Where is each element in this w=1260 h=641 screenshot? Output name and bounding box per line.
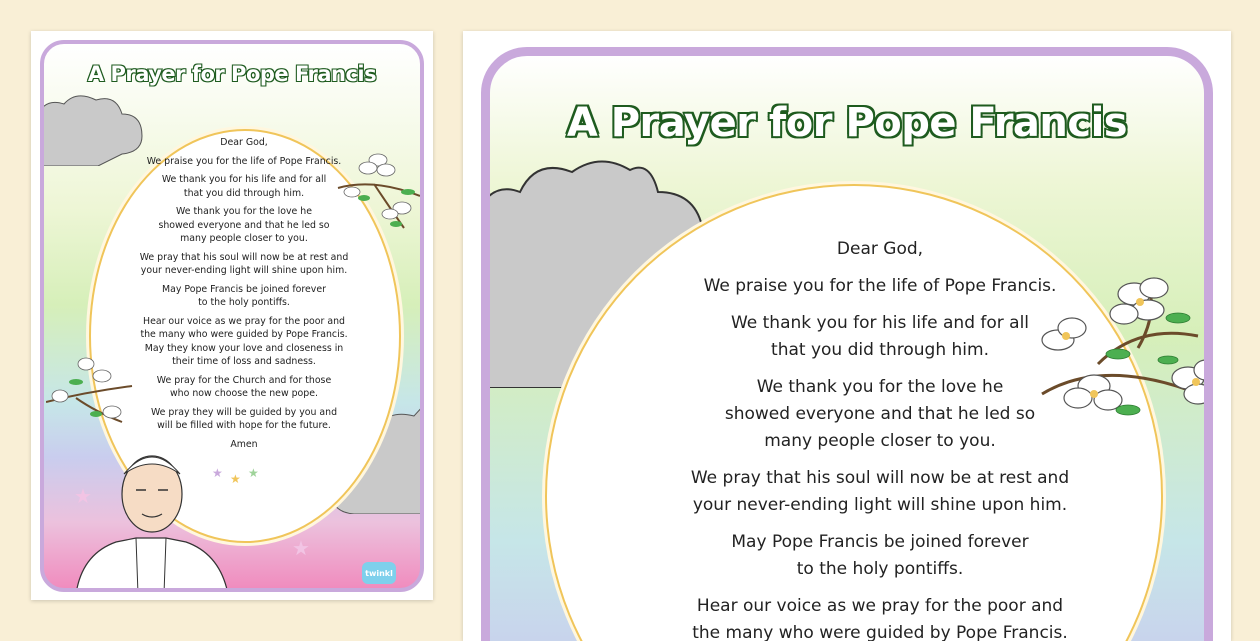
star-icon: ★ xyxy=(212,466,223,480)
star-icon: ★ xyxy=(74,484,92,508)
star-icon: ★ xyxy=(230,472,241,486)
prayer-stanza xyxy=(124,406,364,433)
prayer-line: that you did through him. xyxy=(771,340,989,360)
prayer-line: We thank you for his life and for all xyxy=(730,313,1030,333)
prayer-line: We pray they will be guided by you and xyxy=(150,406,338,418)
prayer-line: We thank you for the love he xyxy=(756,377,1004,397)
prayer-line: We praise you for the life of Pope Francis. xyxy=(703,276,1057,296)
prayer-line: showed everyone and that he led so xyxy=(724,404,1036,424)
prayer-line: that you did through him. xyxy=(183,187,305,199)
prayer-line: who now choose the new pope. xyxy=(170,388,318,399)
prayer-line: We thank you for his life and for all xyxy=(161,174,327,185)
prayer-stanza xyxy=(124,374,364,401)
prayer-line: your never-ending light will shine upon him. xyxy=(140,265,348,276)
prayer-line: We pray that his soul will now be at rest and xyxy=(139,251,349,263)
prayer-line: May they know your love and closeness in xyxy=(144,342,344,354)
prayer-line: the many who were guided by Pope Francis. xyxy=(692,623,1068,641)
prayer-stanza xyxy=(124,205,364,246)
poster-zoom[interactable] xyxy=(463,31,1231,641)
prayer-line: We thank you for the love he xyxy=(176,206,312,217)
poster-thumbnail[interactable] xyxy=(31,31,433,600)
poster-frame xyxy=(481,47,1213,641)
prayer-line: Hear our voice as we pray for the poor and xyxy=(143,315,345,327)
prayer-stanza xyxy=(650,465,1110,519)
star-icon: ★ xyxy=(248,466,259,480)
prayer-line: to the holy pontiffs. xyxy=(198,297,290,308)
prayer-line: Hear our voice as we pray for the poor and xyxy=(696,596,1064,616)
prayer-stanza xyxy=(124,173,364,200)
prayer-line: the many who were guided by Pope Francis. xyxy=(140,329,348,340)
prayer-line: their time of loss and sadness. xyxy=(172,356,316,367)
star-icon: ★ xyxy=(292,536,310,560)
prayer-line: We pray that his soul will now be at rest and xyxy=(690,468,1070,488)
prayer-line: many people closer to you. xyxy=(180,233,308,244)
prayer-line: We praise you for the life of Pope Francis. xyxy=(146,155,342,167)
prayer-line: May Pope Francis be joined forever xyxy=(731,532,1029,552)
twinkl-logo: twinkl xyxy=(362,562,396,584)
prayer-line: to the holy pontiffs. xyxy=(796,559,964,579)
prayer-line: Dear God, xyxy=(836,239,924,259)
dogwood-flower-icon xyxy=(334,148,424,234)
prayer-line: Dear God, xyxy=(220,137,268,148)
prayer-line: your never-ending light will shine upon him. xyxy=(692,495,1068,515)
prayer-text xyxy=(124,136,364,456)
prayer-line: May Pope Francis be joined forever xyxy=(162,283,326,295)
prayer-line: showed everyone and that he led so xyxy=(158,219,330,231)
poster-title: A Prayer for Pope Francis xyxy=(87,62,377,86)
poster-frame xyxy=(40,40,424,592)
poster-title: A Prayer for Pope Francis xyxy=(566,100,1128,146)
prayer-line: We pray for the Church and for those xyxy=(156,374,332,386)
prayer-stanza xyxy=(124,251,364,278)
prayer-stanza xyxy=(124,283,364,310)
prayer-stanza xyxy=(650,529,1110,583)
prayer-stanza xyxy=(650,593,1110,641)
prayer-stanza xyxy=(124,315,364,369)
dogwood-flower-icon xyxy=(46,352,134,428)
dogwood-flower-icon xyxy=(1038,274,1213,424)
prayer-line: Amen xyxy=(230,438,258,450)
prayer-line: will be filled with hope for the future. xyxy=(157,420,331,431)
prayer-line: many people closer to you. xyxy=(764,431,996,451)
pope-illustration xyxy=(66,434,236,592)
